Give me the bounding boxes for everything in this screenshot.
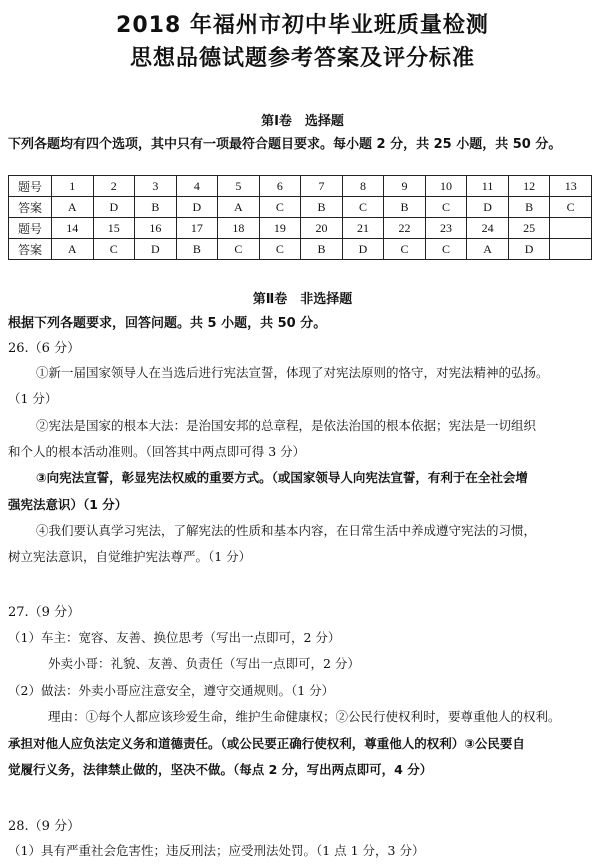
q27-title: 27.（9 分）: [8, 605, 81, 620]
part2-instruction: 根据下列各题要求，回答问题。共 5 小题，共 50 分。: [8, 316, 327, 331]
q26-point2-line2: 和个人的根本活动准则。（回答其中两点即可得 3 分）: [8, 444, 306, 459]
question-number: 8: [342, 176, 384, 197]
question-number: 14: [52, 218, 94, 239]
answer-table: [8, 175, 592, 260]
q27-line6: 觉履行义务，法律禁止做的，坚决不做。（每点 2 分，写出两点即可，4 分）: [8, 762, 433, 777]
q28-line1: （1）具有严重社会危害性；违反刑法；应受刑法处罚。（1 点 1 分，3 分）: [8, 843, 425, 858]
table-row: [9, 197, 592, 218]
answer-cell: C: [259, 239, 301, 260]
question-number: 23: [425, 218, 467, 239]
empty-cell: [550, 239, 592, 260]
table-row: [9, 176, 592, 197]
question-number: 2: [93, 176, 135, 197]
q26-point4-line1: ④我们要认真学习宪法，了解宪法的性质和基本内容，在日常生活中养成遵守宪法的习惯，: [36, 523, 537, 538]
row-label-answer: 答案: [9, 239, 52, 260]
q26-point1-line2: （1 分）: [8, 391, 58, 406]
q26-point4-line2: 树立宪法意识，自觉维护宪法尊严。（1 分）: [8, 549, 252, 564]
part2-heading: 第Ⅱ卷 非选择题: [252, 292, 353, 307]
q26-point3-line2: 强宪法意识）（1 分）: [8, 497, 128, 512]
answer-cell: D: [342, 239, 384, 260]
question-number: 12: [508, 176, 550, 197]
answer-cell: C: [425, 197, 467, 218]
q27-line3: （2）做法：外卖小哥应注意安全，遵守交通规则。（1 分）: [8, 683, 335, 698]
question-number: 6: [259, 176, 301, 197]
answer-cell: D: [93, 197, 135, 218]
q26-point3-line1: ③向宪法宣誓，彰显宪法权威的重要方式。（或国家领导人向宪法宣誓，有利于在全社会增: [36, 470, 528, 485]
answer-cell: A: [52, 239, 94, 260]
answer-cell: A: [218, 197, 260, 218]
answer-cell: C: [259, 197, 301, 218]
document-title-line2: 思想品德试题参考答案及评分标准: [129, 46, 475, 71]
row-label-question: 题号: [9, 176, 52, 197]
question-number: 5: [218, 176, 260, 197]
table-row: [9, 218, 592, 239]
answer-cell: B: [176, 239, 218, 260]
answer-cell: B: [301, 197, 343, 218]
row-label-question: 题号: [9, 218, 52, 239]
question-number: 21: [342, 218, 384, 239]
q27-line1: （1）车主：宽容、友善、换位思考（写出一点即可，2 分）: [8, 630, 341, 645]
q26-point1-line1: ①新一届国家领导人在当选后进行宪法宣誓，体现了对宪法原则的恪守，对宪法精神的弘扬。: [36, 365, 549, 380]
answer-cell: D: [467, 197, 509, 218]
question-number: 18: [218, 218, 260, 239]
part1-heading: 第Ⅰ卷 选择题: [261, 114, 344, 129]
answer-cell: C: [93, 239, 135, 260]
answer-cell: C: [425, 239, 467, 260]
question-number: 10: [425, 176, 467, 197]
question-number: 9: [384, 176, 426, 197]
q26-point2-line1: ②宪法是国家的根本大法：是治国安邦的总章程，是依法治国的根本依据；宪法是一切组织: [36, 418, 537, 433]
answer-cell: C: [384, 239, 426, 260]
question-number: 24: [467, 218, 509, 239]
answer-cell: D: [135, 239, 177, 260]
answer-cell: B: [508, 197, 550, 218]
question-number: 1: [52, 176, 94, 197]
answer-cell: A: [52, 197, 94, 218]
answer-cell: C: [342, 197, 384, 218]
q26-title: 26.（6 分）: [8, 341, 81, 356]
empty-cell: [550, 218, 592, 239]
question-number: 13: [550, 176, 592, 197]
question-number: 16: [135, 218, 177, 239]
part1-instruction: 下列各题均有四个选项，其中只有一项最符合题目要求。每小题 2 分，共 25 小题，共 50 分。: [8, 137, 562, 152]
question-number: 7: [301, 176, 343, 197]
answer-cell: A: [467, 239, 509, 260]
answer-cell: D: [508, 239, 550, 260]
q27-line5: 承担对他人应负法定义务和道德责任。（或公民要正确行使权利，尊重他人的权利）③公民要自: [8, 736, 525, 751]
question-number: 11: [467, 176, 509, 197]
q27-line4: 理由：①每个人都应该珍爱生命，维护生命健康权；②公民行使权利时，要尊重他人的权利。: [48, 709, 561, 724]
table-row: [9, 239, 592, 260]
answer-cell: B: [135, 197, 177, 218]
question-number: 25: [508, 218, 550, 239]
question-number: 22: [384, 218, 426, 239]
row-label-answer: 答案: [9, 197, 52, 218]
answer-cell: B: [384, 197, 426, 218]
q27-line2: 外卖小哥：礼貌、友善、负责任（写出一点即可，2 分）: [48, 656, 360, 671]
q28-title: 28.（9 分）: [8, 819, 81, 834]
question-number: 17: [176, 218, 218, 239]
answer-cell: C: [218, 239, 260, 260]
question-number: 15: [93, 218, 135, 239]
question-number: 3: [135, 176, 177, 197]
answer-cell: D: [176, 197, 218, 218]
question-number: 20: [301, 218, 343, 239]
document-title-line1: 2018 年福州市初中毕业班质量检测: [116, 13, 489, 38]
answer-cell: B: [301, 239, 343, 260]
answer-cell: C: [550, 197, 592, 218]
question-number: 4: [176, 176, 218, 197]
question-number: 19: [259, 218, 301, 239]
